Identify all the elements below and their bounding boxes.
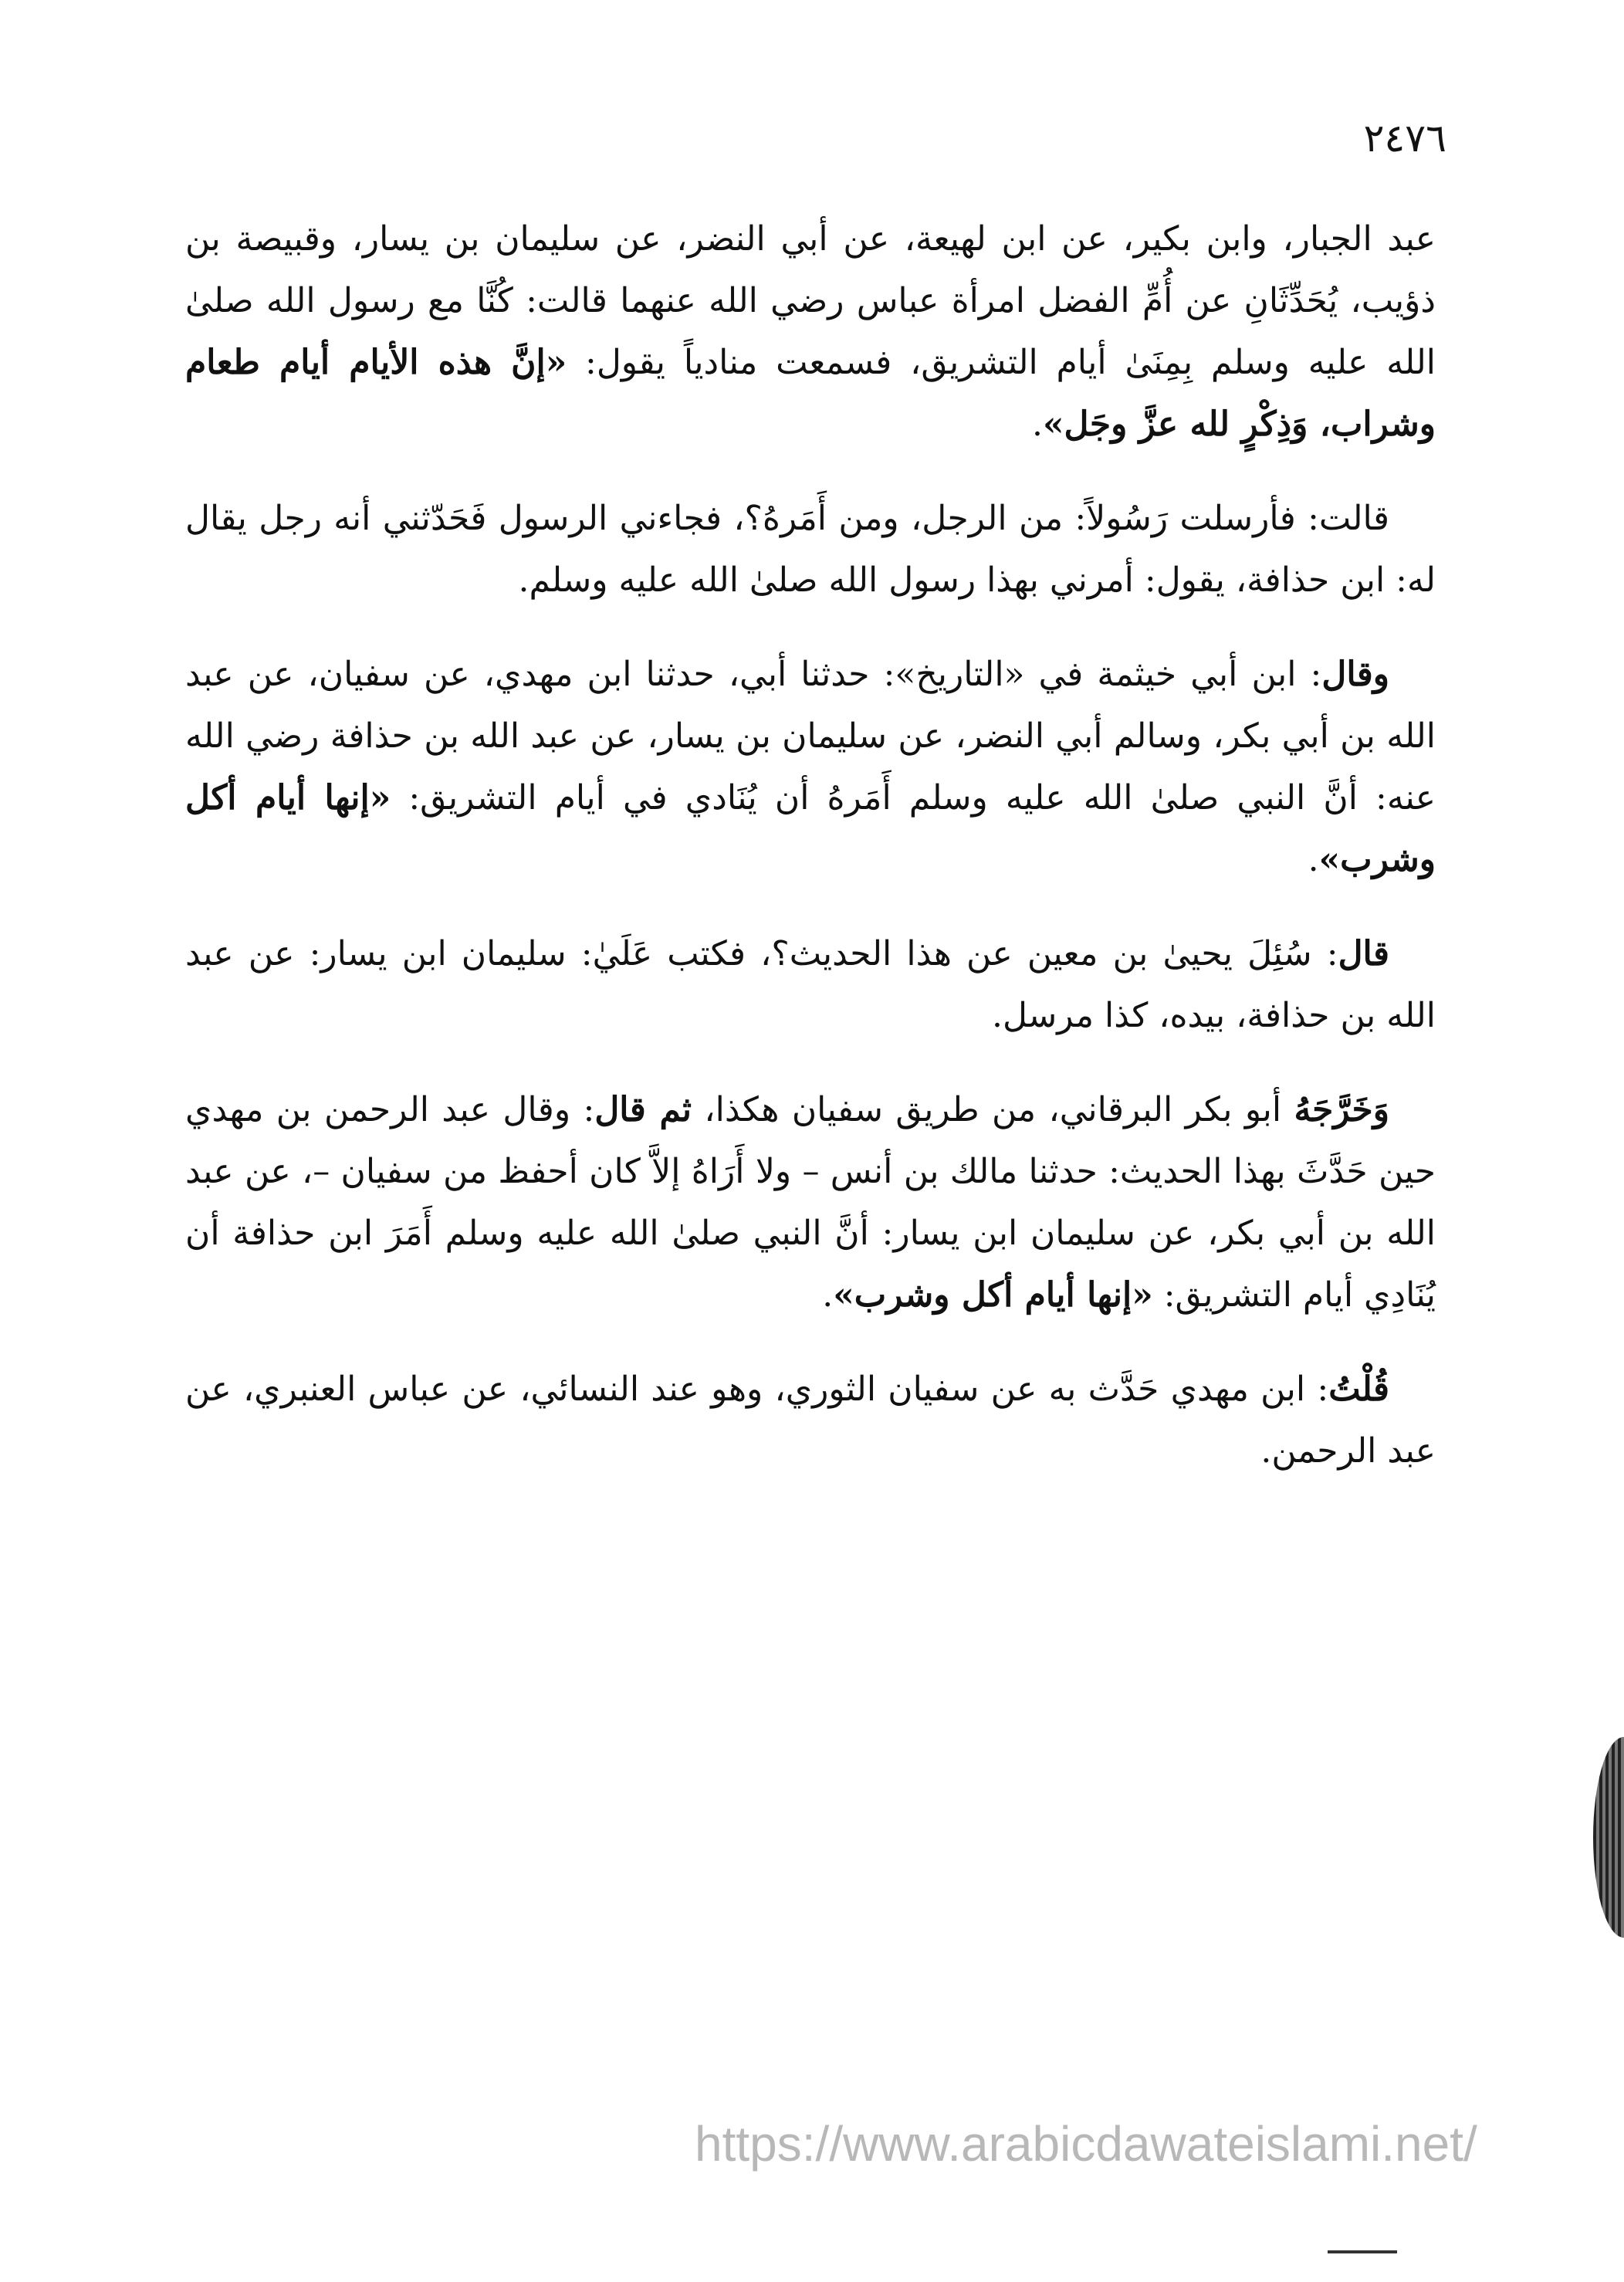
paragraph-text: عبد الجبار، وابن بكير، عن ابن لهيعة، عن أبي النضر، عن سليمان بن يسار، وقبيصة بن ذؤيب، يُحَدِّثَانِ عن أُمِّ الفضل امرأة عباس رضي الله عنهما قالت: كُنَّا مع رسول الله صلىٰ الله عليه وسلم بِمِنَىٰ أيام التشريق، فسمعت منادياً يقول:	[185, 219, 1436, 382]
paragraph-5	[185, 1079, 1436, 1326]
emphasis-text: ثم قال	[594, 1090, 692, 1129]
paragraph-text: : وقال عبد الرحمن بن مهدي حين حَدَّثَ بهذا الحديث: حدثنا مالك بن أنس – ولا أَرَاهُ إلاَّ كان أحفظ من سفيان –، عن عبد الله بن أبي بكر، عن سليمان ابن يسار: أنَّ النبي صلىٰ الله عليه وسلم أَمَرَ ابن حذافة أن يُنَادِي أيام التشريق:	[185, 1090, 1436, 1315]
paragraph-text: قالت: فأرسلت رَسُولاً: من الرجل، ومن أَمَرهُ؟، فجاءني الرسول فَحَدّثني أنه رجل يقال له: ابن حذافة، يقول: أمرني بهذا رسول الله صلىٰ الله عليه وسلم.	[185, 499, 1436, 600]
lead-word: وقال	[1321, 655, 1389, 694]
paragraph-text: .	[1032, 405, 1044, 444]
paragraph-text: : ابن أبي خيثمة في «التاريخ»: حدثنا أبي، حدثنا ابن مهدي، عن سفيان، عن عبد الله بن أبي بكر، وسالم أبي النضر، عن سليمان بن يسار، عن عبد الله بن حذافة رضي الله عنه: أنَّ النبي صلىٰ الله عليه وسلم أَمَرهُ أن يُنَادي في أيام التشريق:	[185, 655, 1436, 818]
hadith-quote: «إنَّ هذه الأيام أيام طعام وشراب، وَذِكْرٍ لله عزَّ وجَل»	[185, 343, 1436, 444]
hadith-quote: «إنها أيام أكل وشرب»	[833, 1275, 1153, 1315]
paragraph-text: : سُئِلَ يحيىٰ بن معين عن هذا الحديث؟، فكتب عَلَيٰ: سليمان ابن يسار: عن عبد الله بن حذافة، بيده، كذا مرسل.	[185, 934, 1436, 1035]
paragraph-text: أبو بكر البرقاني، من طريق سفيان هكذا،	[692, 1090, 1294, 1129]
hadith-quote: «إنها أيام أكل وشرب»	[185, 778, 1436, 879]
paragraph-2	[185, 488, 1436, 611]
page-number: ٢٤٧٦	[1363, 116, 1446, 161]
paragraph-6	[185, 1359, 1436, 1482]
paragraph-4	[185, 923, 1436, 1047]
lead-word: قال	[1338, 934, 1389, 973]
paragraph-text: .	[822, 1275, 834, 1315]
document-body	[185, 208, 1436, 1515]
lead-word: وَخَرَّجَهُ	[1294, 1090, 1389, 1129]
paragraph-1	[185, 208, 1436, 455]
watermark-url: https://www.arabicdawateislami.net/	[695, 2116, 1477, 2172]
bottom-rule	[1328, 2250, 1397, 2253]
lead-word: قُلْتُ	[1328, 1370, 1389, 1409]
paragraph-3	[185, 644, 1436, 891]
page-edge-mark	[1593, 1737, 1624, 1938]
paragraph-text: .	[1308, 840, 1319, 879]
paragraph-text: : ابن مهدي حَدَّث به عن سفيان الثوري، وهو عند النسائي، عن عباس العنبري، عن عبد الرحمن.	[185, 1370, 1436, 1471]
